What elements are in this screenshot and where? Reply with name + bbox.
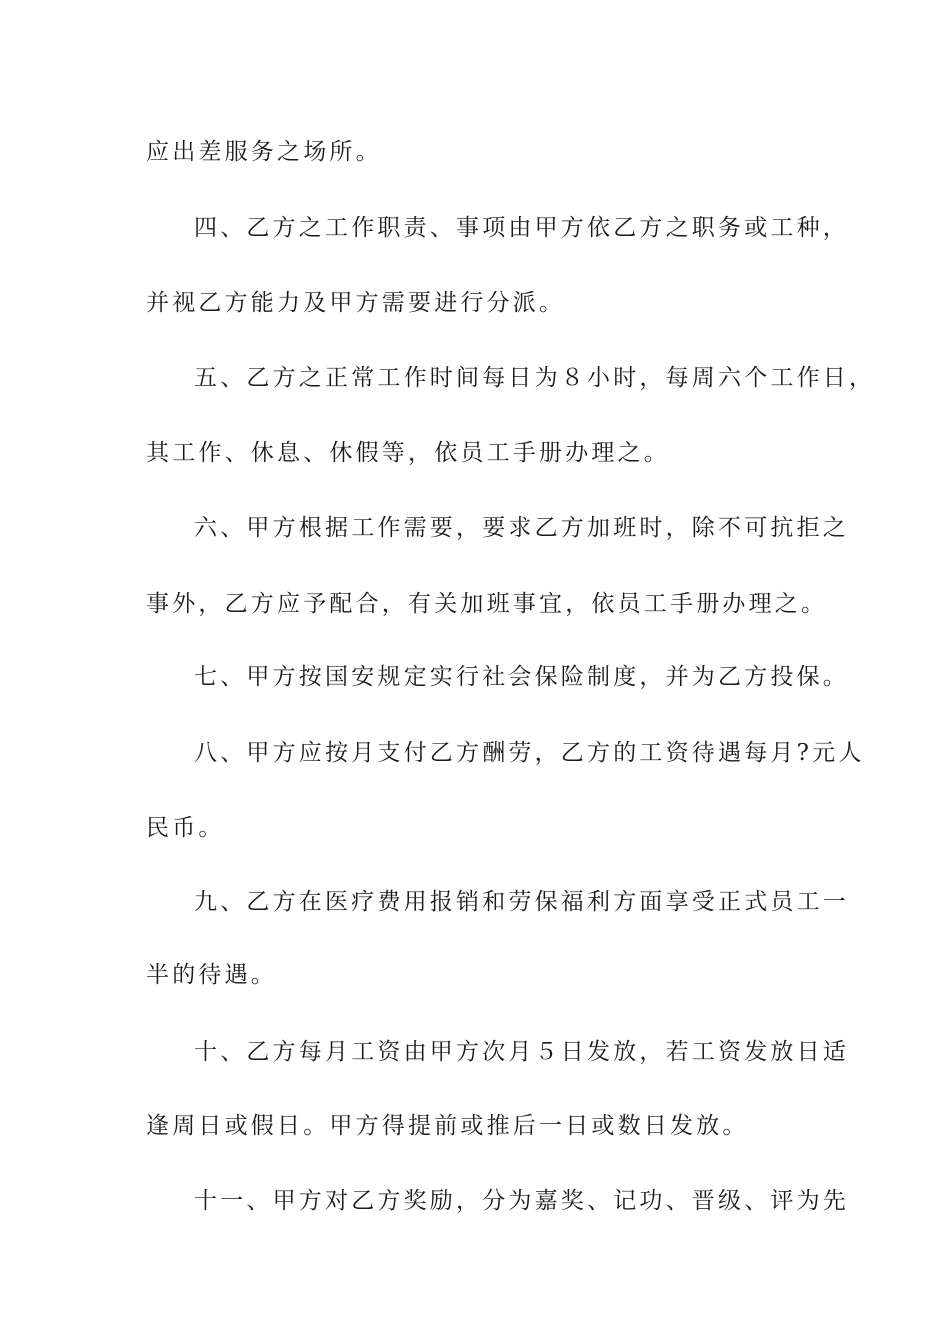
text-line-3: 并视乙方能力及甲方需要进行分派。 [146, 290, 566, 316]
text-line-8: 七、甲方按国安规定实行社会保险制度，并为乙方投保。 [194, 664, 849, 690]
text-line-13: 十、乙方每月工资由甲方次月５日发放，若工资发放日适 [194, 1039, 849, 1065]
text-line-14: 逢周日或假日。甲方得提前或推后一日或数日发放。 [146, 1113, 749, 1139]
text-line-5: 其工作、休息、休假等，依员工手册办理之。 [146, 440, 670, 466]
text-line-7: 事外，乙方应予配合，有关加班事宜，依员工手册办理之。 [146, 591, 828, 617]
text-line-15: 十一、甲方对乙方奖励，分为嘉奖、记功、晋级、评为先 [194, 1188, 849, 1214]
text-line-9: 八、甲方应按月支付乙方酬劳，乙方的工资待遇每月?元人 [194, 740, 865, 766]
text-line-11: 九、乙方在医疗费用报销和劳保福利方面享受正式员工一 [194, 889, 849, 915]
text-line-2: 四、乙方之工作职责、事项由甲方依乙方之职务或工种， [194, 215, 849, 241]
text-line-4: 五、乙方之正常工作时间每日为８小时，每周六个工作日， [194, 365, 876, 391]
text-line-12: 半的待遇。 [146, 962, 277, 988]
text-line-1: 应出差服务之场所。 [146, 139, 382, 165]
text-line-10: 民币。 [146, 815, 225, 841]
text-line-6: 六、甲方根据工作需要，要求乙方加班时，除不可抗拒之 [194, 515, 849, 541]
